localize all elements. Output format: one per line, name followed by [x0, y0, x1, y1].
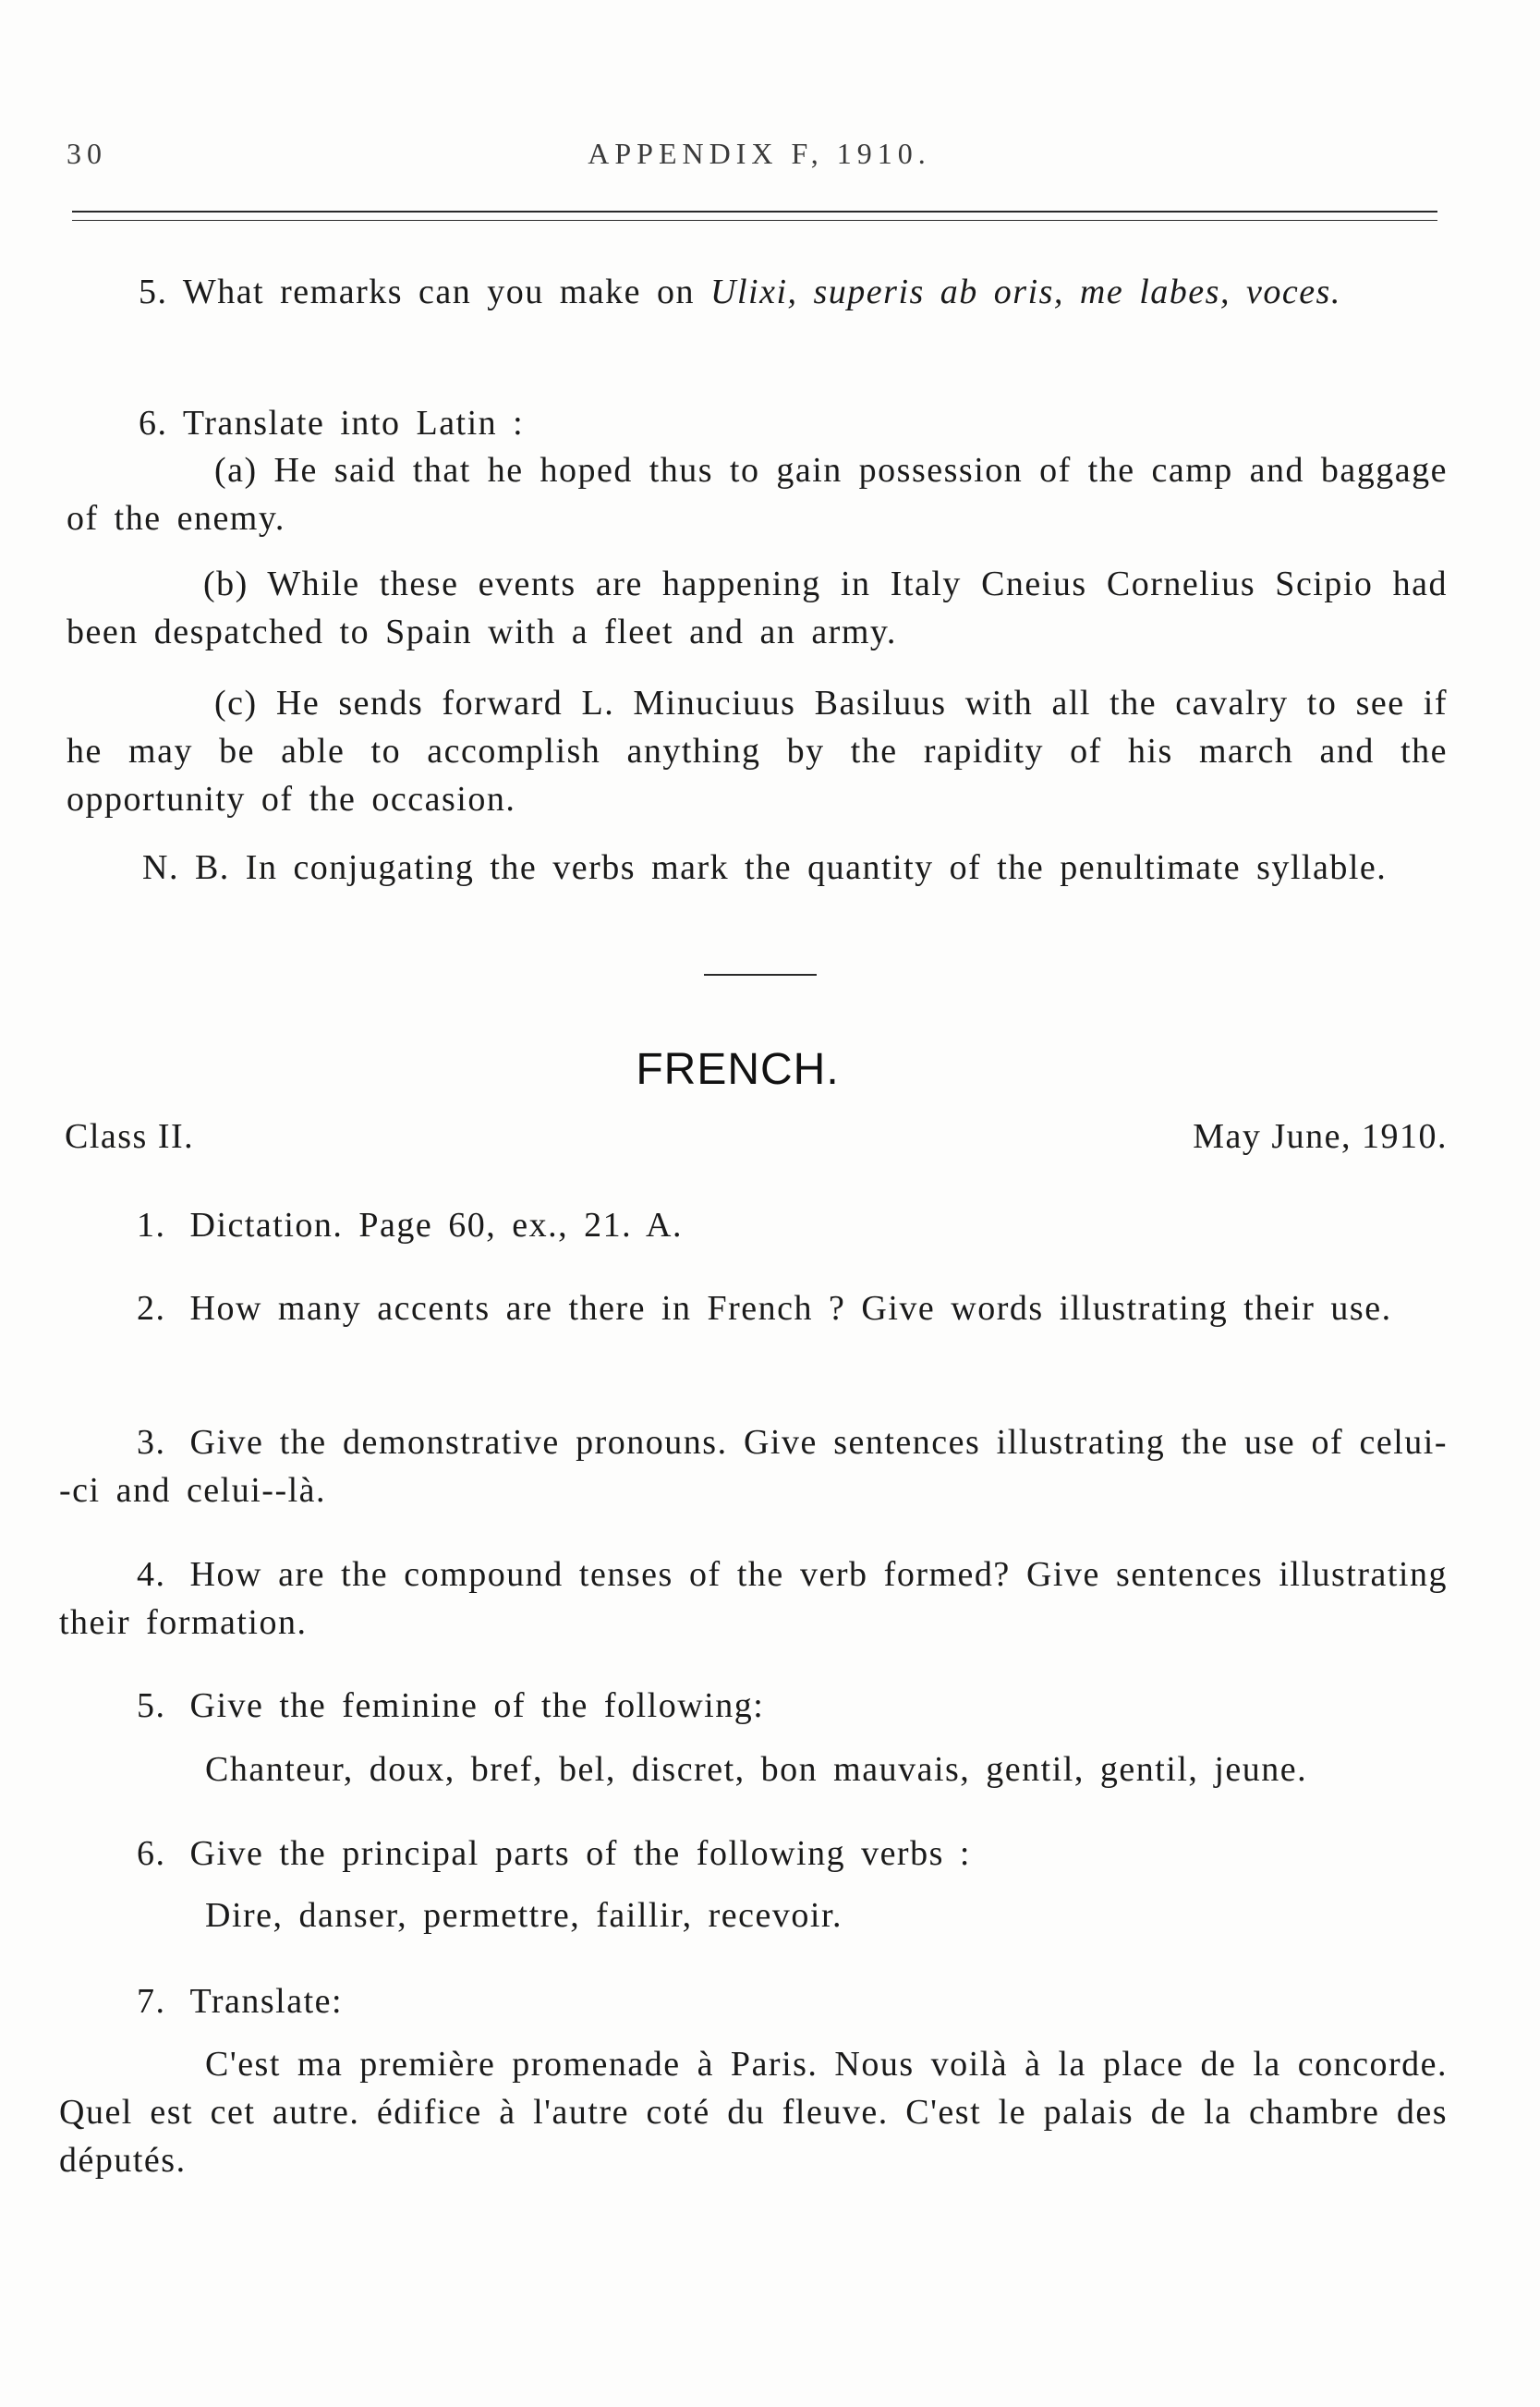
question-text: Give the principal parts of the following verbs : [189, 1834, 971, 1873]
question-text: Dictation. Page 60, ex., 21. A. [189, 1206, 683, 1245]
french-question-2 [59, 1284, 1448, 1332]
exam-date: May June, 1910. [1193, 1117, 1448, 1156]
running-title: APPENDIX F, 1910. [588, 137, 931, 170]
question-number: 3. [137, 1423, 166, 1462]
french-question-5-detail: Chanteur, doux, bref, bel, discret, bon mauvais, gentil, gentil, jeune. [205, 1750, 1308, 1789]
latin-note: N. B. In conjugating the verbs mark the quantity of the penultimate syllable. [142, 848, 1388, 887]
question-number: 5. [137, 1686, 166, 1725]
question-number: 4. [137, 1555, 166, 1594]
latin-question-6b: (b) While these events are happening in Italy Cneius Cornelius Scipio had been despatched to Spain with a fleet and an army. [67, 565, 1448, 651]
french-question-4 [59, 1550, 1448, 1647]
header-rule-thick [72, 211, 1437, 213]
running-head [67, 137, 1452, 183]
french-question-6 [137, 1830, 1448, 1878]
question-number: 6. [139, 404, 168, 443]
question-text: How many accents are there in French ? Give words illustrating their use. [189, 1289, 1392, 1328]
question-number: 6. [137, 1834, 166, 1873]
page-number: 30 [67, 137, 107, 170]
section-divider [704, 974, 817, 976]
latin-question-6c: (c) He sends forward L. Minuciuus Basiluus with all the cavalry to see if he may be able to accomplish anything by the rapidity of his march and the opportunity of the occasion. [67, 684, 1448, 819]
question-text: Translate into Latin : [182, 404, 525, 443]
section-title: FRENCH. [636, 1045, 840, 1094]
french-question-6-detail: Dire, danser, permettre, faillir, recevoir. [205, 1896, 843, 1935]
question-text: What remarks can you make on [182, 273, 696, 311]
french-question-5 [137, 1682, 1448, 1730]
question-number: 2. [137, 1289, 166, 1328]
header-rule-thin [72, 220, 1437, 221]
question-text: Translate: [189, 1982, 344, 2021]
latin-question-5 [67, 268, 1448, 316]
french-question-3 [59, 1418, 1448, 1514]
question-text: Give the demonstrative pronouns. Give sentences illustrating the use of celui--ci and celui--là. [59, 1423, 1448, 1510]
question-number: 7. [137, 1982, 166, 2021]
french-question-1 [137, 1201, 1448, 1249]
french-question-7-passage: C'est ma première promenade à Paris. Nous voilà à la place de la concorde. Quel est cet autre. édifice à l'autre coté du fleuve. C'est le palais de la chambre des députés. [59, 2045, 1448, 2180]
latin-terms: Ulixi, superis ab oris, me labes, voces. [710, 273, 1341, 311]
question-text: Give the feminine of the following: [189, 1686, 765, 1725]
french-question-7 [137, 1977, 1448, 2025]
class-label: Class II. [65, 1117, 195, 1156]
question-number: 5. [139, 273, 168, 311]
latin-question-6a: (a) He said that he hoped thus to gain possession of the camp and baggage of the enemy. [67, 451, 1448, 538]
question-text: How are the compound tenses of the verb formed? Give sentences illustrating their formation. [59, 1555, 1448, 1642]
latin-question-6-intro [139, 399, 1448, 447]
question-number: 1. [137, 1206, 166, 1245]
